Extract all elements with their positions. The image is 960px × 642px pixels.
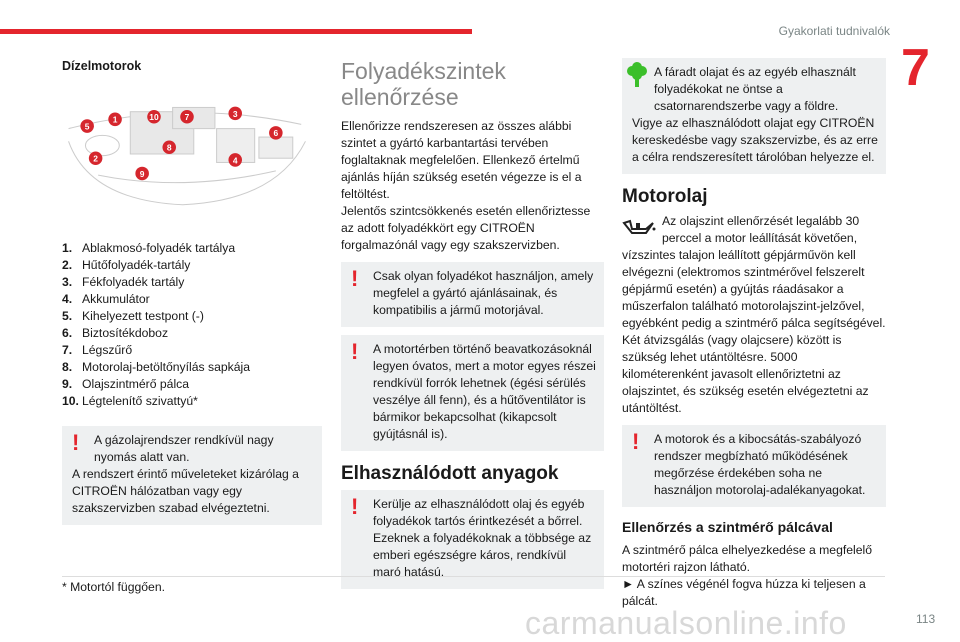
- list-item: 7. Légszűrő: [62, 343, 133, 357]
- list-item: 4. Akkumulátor: [62, 292, 150, 306]
- warning-icon: !: [72, 430, 80, 455]
- warning-icon: !: [351, 266, 359, 291]
- used-materials-heading: Elhasználódott anyagok: [341, 463, 559, 484]
- footnote-divider: [62, 576, 885, 577]
- svg-text:4: 4: [232, 155, 238, 166]
- svg-text:1: 1: [112, 114, 118, 125]
- svg-text:10: 10: [149, 112, 159, 123]
- svg-text:5: 5: [84, 121, 90, 132]
- header-bar: [0, 29, 472, 34]
- left-column: [62, 58, 322, 533]
- warning-note: ! A motorok és a kibocsátás-szabályozó rendszer megbízható működésének megőrzése érdekében soha ne használjon motorolaj-adalékanyagokat.: [622, 425, 886, 507]
- svg-text:6: 6: [273, 128, 279, 139]
- oil-can-icon: [622, 215, 656, 237]
- list-item: 9. Olajszintmérő pálca: [62, 377, 190, 391]
- eco-note: A fáradt olajat és az egyéb elhasznált folyadékokat ne öntse a csatornarendszerbe vagy a földre. Vigye az elhasználódott olajat egy CITROËN kereskedésbe vagy szakszervizbe, és az erre a célra rendszeresített tárolóban helyezze el.: [622, 58, 886, 174]
- warning-note: ! Kerülje az elhasználódott olaj és egyéb folyadékok tartós érintkezését a bőrrel. Ezeknek a folyadékoknak a többsége az emberi egészségre káros, rendkívül maró hatású.: [341, 490, 604, 589]
- warning-note: ! Csak olyan folyadékot használjon, amely megfelel a gyártó ajánlásainak, és kompatibilis a jármű motorjával.: [341, 262, 604, 327]
- component-list: [62, 240, 322, 410]
- list-item: 2. Hűtőfolyadék-tartály: [62, 258, 191, 272]
- svg-text:8: 8: [166, 142, 172, 153]
- svg-text:9: 9: [139, 168, 145, 179]
- fluid-levels-title: Folyadékszintek ellenőrzése: [341, 58, 506, 110]
- list-item: 1. Ablakmosó-folyadék tartálya: [62, 241, 236, 255]
- diesel-heading: Dízelmotorok: [62, 59, 142, 73]
- svg-text:2: 2: [93, 153, 98, 164]
- warning-note: ! A motortérben történő beavatkozásoknál legyen óvatos, mert a motor egyes részei rendkívül forrók lehetnek (égési sérülés veszélye áll fenn), és a hűtőventilátor is bármikor bekapcsolhat (kikapcsolt gyújtásnál is).: [341, 335, 604, 451]
- footnote: * Motortól függően.: [62, 580, 165, 594]
- warning-icon: !: [632, 429, 640, 454]
- list-item: 5. Kihelyezett testpont (-): [62, 309, 204, 323]
- intro-text-2: Jelentős szintcsökkenés esetén ellenőriztesse az adott folyadékkört egy CITROËN forgalmazónál vagy egy szakszervizben.: [341, 204, 591, 252]
- list-item: 3. Fékfolyadék tartály: [62, 275, 185, 289]
- right-column: [622, 58, 886, 610]
- warning-note: ! A gázolajrendszer rendkívül nagy nyomás alatt van. A rendszert érintő műveleteket kizárólag a CITROËN hálózatban vagy egy szakszervizben szabad elvégeztetni.: [62, 426, 322, 525]
- warning-icon: !: [351, 339, 359, 364]
- engine-oil-heading: Motorolaj: [622, 186, 708, 207]
- watermark: carmanualsonline.info: [525, 605, 847, 641]
- dipstick-heading: Ellenőrzés a szintmérő pálcával: [622, 519, 833, 535]
- list-item: 8. Motorolaj-betöltőnyílás sapkája: [62, 360, 251, 374]
- dipstick-step: ► A színes végénél fogva húzza ki teljesen a pálcát.: [622, 577, 866, 608]
- list-item: 6. Biztosítékdoboz: [62, 326, 169, 340]
- list-item: 10. Légtelenítő szivattyú*: [62, 394, 198, 408]
- svg-text:3: 3: [232, 108, 238, 119]
- oil-text-2: Két átvizsgálás (vagy olajcsere) között is szükség lehet utántöltésre. 5000 kilométerenként javasolt ellenőriztetni az olajszintet, és szükség esetén elvégeztetni az utántöltést.: [622, 333, 869, 415]
- dipstick-text: A szintmérő pálca elhelyezkedése a megfelelő motortéri rajzon látható.: [622, 543, 872, 574]
- warning-icon: !: [351, 494, 359, 519]
- chapter-number: 7: [901, 39, 930, 97]
- page-number: 113: [916, 612, 936, 626]
- middle-column: [341, 58, 604, 597]
- tree-icon: [626, 62, 648, 88]
- section-title: Gyakorlati tudnivalók: [778, 24, 890, 38]
- engine-diagram: [62, 99, 312, 209]
- svg-text:7: 7: [184, 112, 190, 123]
- oil-text: Az olajszint ellenőrzését legalább 30 perccel a motor leállítását követően, vízszintes talajon leállított gépjárművön kell elvégezni (elektromos szintmérővel felszerelt gépjármű esetén) a gyújtás ráadásakor a műszerfalon található motorolajszint-jelzővel, egyébként pedig a szintmérő pálca segítségével.: [622, 214, 886, 330]
- intro-text: Ellenőrizze rendszeresen az összes alábbi szintet a gyártó karbantartási tervében foglaltaknak megfelelően. Ellenkező értelmű ajánlás híján szükség esetén végezze is el a feltöltést.: [341, 119, 582, 201]
